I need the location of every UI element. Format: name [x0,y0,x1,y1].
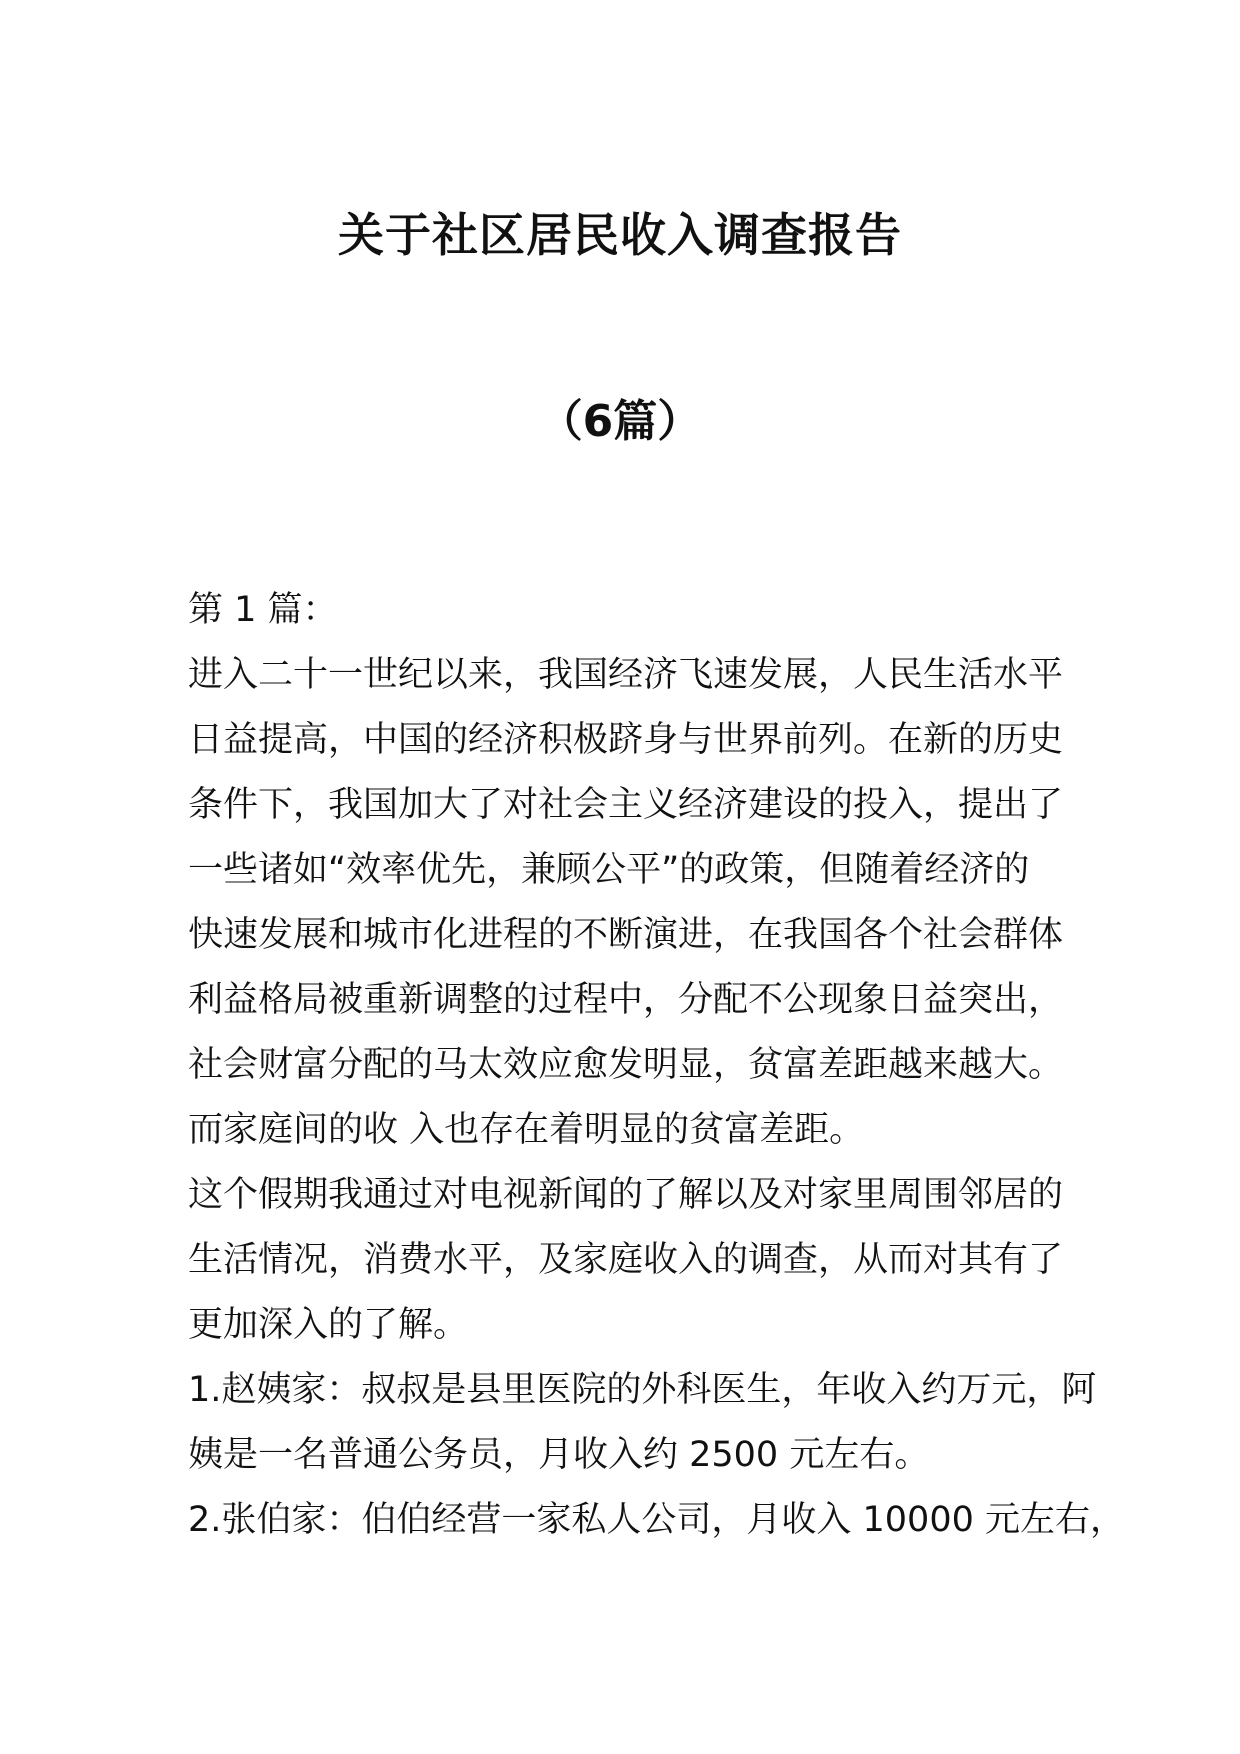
paragraph-line: 条件下，我国加大了对社会主义经济建设的投入，提出了 [188,785,1064,825]
paragraph-line: 生活情况，消费水平，及家庭收入的调查，从而对其有了 [188,1240,1064,1280]
list-item-line: 1.赵姨家：叔叔是县里医院的外科医生，年收入约万元，阿 [188,1370,1097,1410]
document-body [188,578,1125,1553]
paragraph-line: 日益提高，中国的经济积极跻身与世界前列。在新的历史 [188,720,1064,760]
paragraph-line: 利益格局被重新调整的过程中，分配不公现象日益突出， [188,980,1064,1020]
document-title: 关于社区居民收入调查报告 [338,208,902,262]
list-item-line: 姨是一名普通公务员，月收入约 2500 元左右。 [188,1435,930,1475]
paragraph-line: 社会财富分配的马太效应愈发明显，贫富差距越来越大。 [188,1045,1064,1085]
section-heading: 第 1 篇： [188,590,338,630]
paragraph-line: 而家庭间的收 入也存在着明显的贫富差距。 [188,1110,865,1150]
paragraph-line: 快速发展和城市化进程的不断演进，在我国各个社会群体 [188,915,1064,955]
paragraph-line: 进入二十一世纪以来，我国经济飞速发展，人民生活水平 [188,655,1064,695]
paragraph-line: 更加深入的了解。 [188,1305,469,1345]
document-subtitle: （6篇） [538,396,702,447]
paragraph-line: 这个假期我通过对电视新闻的了解以及对家里周围邻居的 [188,1175,1064,1215]
list-item-line: 2.张伯家：伯伯经营一家私人公司，月收入 10000 元左右， [188,1500,1125,1540]
paragraph-line: 一些诸如“效率优先，兼顾公平”的政策，但随着经济的 [188,850,1030,890]
